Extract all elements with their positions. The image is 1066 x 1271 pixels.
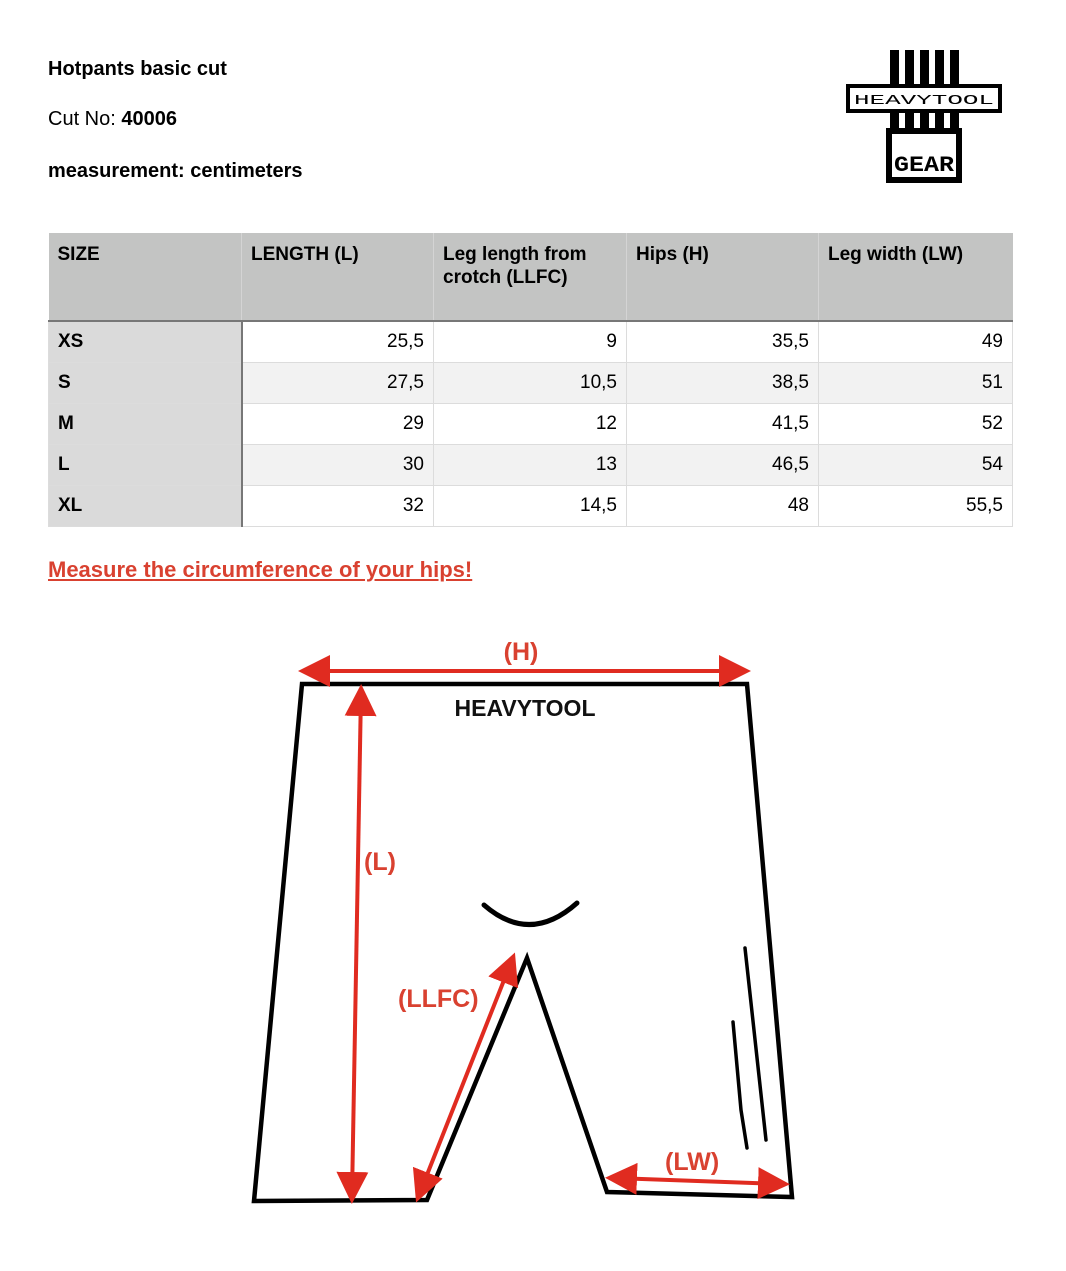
leg-width-cell: 51 [819,362,1013,403]
leg-width-cell: 55,5 [819,485,1013,526]
hips-cell: 46,5 [627,444,819,485]
hips-cell: 41,5 [627,403,819,444]
leg-width-cell: 49 [819,321,1013,362]
hips-cell: 48 [627,485,819,526]
header-size: SIZE [49,233,242,321]
leg-width-cell: 52 [819,403,1013,444]
table-header-row [49,233,1013,321]
size-cell: S [49,362,242,403]
llfc-cell: 14,5 [434,485,627,526]
hips-cell: 35,5 [627,321,819,362]
table-row [49,444,1013,485]
leg-width-label: (LW) [665,1148,720,1176]
llfc-cell: 10,5 [434,362,627,403]
hip-measure-note: Measure the circumference of your hips! [48,557,473,582]
shorts-outline [254,684,792,1201]
size-cell: XL [49,485,242,526]
hips-cell: 38,5 [627,362,819,403]
length-cell: 25,5 [242,321,434,362]
header-length: LENGTH (L) [242,233,434,321]
llfc-cell: 9 [434,321,627,362]
header-leg-width: Leg width (LW) [819,233,1013,321]
table-row [49,485,1013,526]
header-leg-length-from-crotch: Leg length from crotch (LLFC) [434,233,627,321]
leg-width-cell: 54 [819,444,1013,485]
cut-number-value: 40006 [121,108,177,130]
length-arrow [352,692,361,1196]
length-label: (L) [364,848,396,876]
cut-number-label: Cut No: [48,108,122,130]
logo-brand-text: HEAVYTOOL [854,93,994,109]
length-cell: 27,5 [242,362,434,403]
side-seam-line [733,1022,747,1148]
header-hips: Hips (H) [627,233,819,321]
measurement-unit: measurement: centimeters [48,160,303,182]
size-cell: XS [49,321,242,362]
llfc-label: (LLFC) [398,985,479,1013]
diagram-brand-label: HEAVYTOOL [454,695,596,721]
crotch-seam [484,903,577,925]
cut-number-line [48,107,177,131]
heavytool-gear-logo [846,48,1002,184]
llfc-cell: 13 [434,444,627,485]
size-cell: L [49,444,242,485]
length-cell: 32 [242,485,434,526]
length-cell: 29 [242,403,434,444]
table-row [49,403,1013,444]
side-seam-line [745,948,766,1140]
hips-label: (H) [503,638,539,666]
table-row [49,362,1013,403]
size-cell: M [49,403,242,444]
logo-gear-text: GEAR [894,153,955,178]
size-chart-table [48,233,1013,527]
table-row [49,321,1013,362]
length-cell: 30 [242,444,434,485]
llfc-cell: 12 [434,403,627,444]
hotpants-measurement-diagram [0,600,1066,1260]
page-title: Hotpants basic cut [48,58,227,80]
leg-width-arrow [613,1178,782,1184]
